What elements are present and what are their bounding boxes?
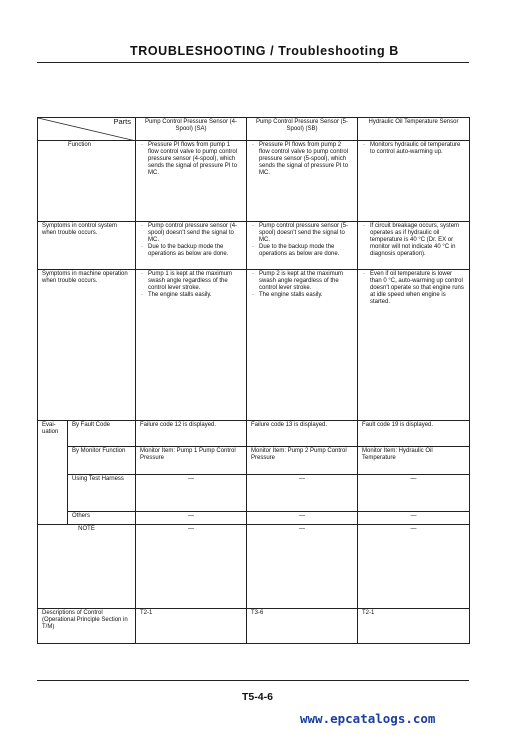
eval-others-cell-sa: — [136,512,247,525]
symptoms-control-cell-oil-temp [358,222,470,270]
symptoms-machine-cell-oil-temp [358,270,470,421]
parts-label: Parts [113,117,131,126]
eval-others-cell-sb: — [247,512,358,525]
symptoms-control-label: Symptoms in control system when trouble occurs. [38,222,136,270]
note-row [38,525,470,609]
evaluation-label-top: Evai- [42,422,56,428]
symptoms-machine-cell-sb [247,270,358,421]
function-cell-sb [247,141,358,222]
descriptions-cell-sb: T3-6 [247,609,358,644]
column-header-sb: Pump Control Pressure Sensor (5-Spool) (SB) [247,118,358,141]
eval-fault-code-label: By Fault Code [68,421,136,447]
descriptions-cell-oil-temp: T2-1 [358,609,470,644]
eval-monitor-cell-sa: Monitor Item: Pump 1 Pump Control Pressure [136,447,247,475]
eval-others-label: Others [68,512,136,525]
symptoms-machine-label: Symptoms in machine operation when trouble occurs. [38,270,136,421]
symptoms-control-cell-sb [247,222,358,270]
descriptions-row [38,609,470,644]
bullet-text: · Pump control pressure sensor (5-spool) doesn't send the signal to MC. [251,223,353,244]
symptoms-control-row [38,222,470,270]
eval-test-harness-label: Using Test Harness [68,475,136,512]
eval-test-harness-row [38,475,470,512]
eval-monitor-cell-oil-temp: Monitor Item: Hydraulic Oil Temperature [358,447,470,475]
function-label: Function [38,141,136,222]
eval-test-harness-cell-oil-temp: — [358,475,470,512]
eval-fault-code-cell-sb: Failure code 13 is displayed. [247,421,358,447]
eval-others-cell-oil-temp: — [358,512,470,525]
bullet-text: · Due to the backup mode the operations as below are done. [140,244,242,258]
page-title: TROUBLESHOOTING / Troubleshooting B [130,44,399,58]
bullet-text: · Pressure PI flows from pump 2 flow control valve to pump control pressure sensor (5-spool), which sends the signal of pressure PI to MC. [251,142,353,177]
symptoms-machine-cell-sa [136,270,247,421]
symptoms-machine-row [38,270,470,421]
column-header-sa: Pump Control Pressure Sensor (4-Spool) (SA) [136,118,247,141]
page-number: T5-4-6 [242,691,273,703]
parts-corner-cell [38,118,136,141]
eval-fault-code-cell-sa: Failure code 12 is displayed. [136,421,247,447]
eval-test-harness-cell-sb: — [247,475,358,512]
note-cell-sb: — [247,525,358,609]
bullet-text: · Pressure PI flows from pump 1 flow control valve to pump control pressure sensor (4-spool), which sends the signal of pressure PI to MC. [140,142,242,177]
bullet-text: · If circuit breakage occurs, system operates as if hydraulic oil temperature is 40 °C (Dr. EX or monitor will not indicate 40 °C in diagnosis operation). [362,223,465,258]
evaluation-label-bottom: uation [42,429,59,435]
bullet-text: · The engine stalls easily. [140,292,242,299]
bullet-text: · Pump 1 is kept at the maximum swash angle regardless of the control lever stroke. [140,271,242,292]
eval-test-harness-cell-sa: — [136,475,247,512]
eval-fault-code-row [38,421,470,447]
bullet-text: · Pump control pressure sensor (4-spool) doesn't send the signal to MC. [140,223,242,244]
eval-monitor-label: By Monitor Function [68,447,136,475]
header-row [38,118,470,141]
eval-monitor-cell-sb: Monitor Item: Pump 2 Pump Control Pressure [247,447,358,475]
eval-fault-code-cell-oil-temp: Fault code 19 is displayed. [358,421,470,447]
bullet-text: · Pump 2 is kept at the maximum swash angle regardless of the control lever stroke. [251,271,353,292]
column-header-oil-temp: Hydraulic Oil Temperature Sensor [358,118,470,141]
eval-monitor-row [38,447,470,475]
descriptions-cell-sa: T2-1 [136,609,247,644]
footer-rule [37,680,469,681]
descriptions-label: Descriptions of Control (Operational Principle Section in T/M) [38,609,136,644]
function-row [38,141,470,222]
header-rule [37,62,469,63]
troubleshooting-table [37,117,470,644]
note-cell-sa: — [136,525,247,609]
website-link[interactable]: www.epcatalogs.com [300,711,436,726]
evaluation-label [38,421,68,525]
bullet-text: · Monitors hydraulic oil temperature to control auto-warming up. [362,142,465,156]
note-label: NOTE [38,525,136,609]
bullet-text: · The engine stalls easily. [251,292,353,299]
function-cell-sa [136,141,247,222]
bullet-text: · Due to the backup mode the operations as below are done. [251,244,353,258]
note-cell-oil-temp: — [358,525,470,609]
function-cell-oil-temp [358,141,470,222]
symptoms-control-cell-sa [136,222,247,270]
eval-others-row [38,512,470,525]
bullet-text: · Even if oil temperature is lower than 0 °C, auto-warming up control doesn't operate so that engine runs at idle speed when engine is started. [362,271,465,306]
